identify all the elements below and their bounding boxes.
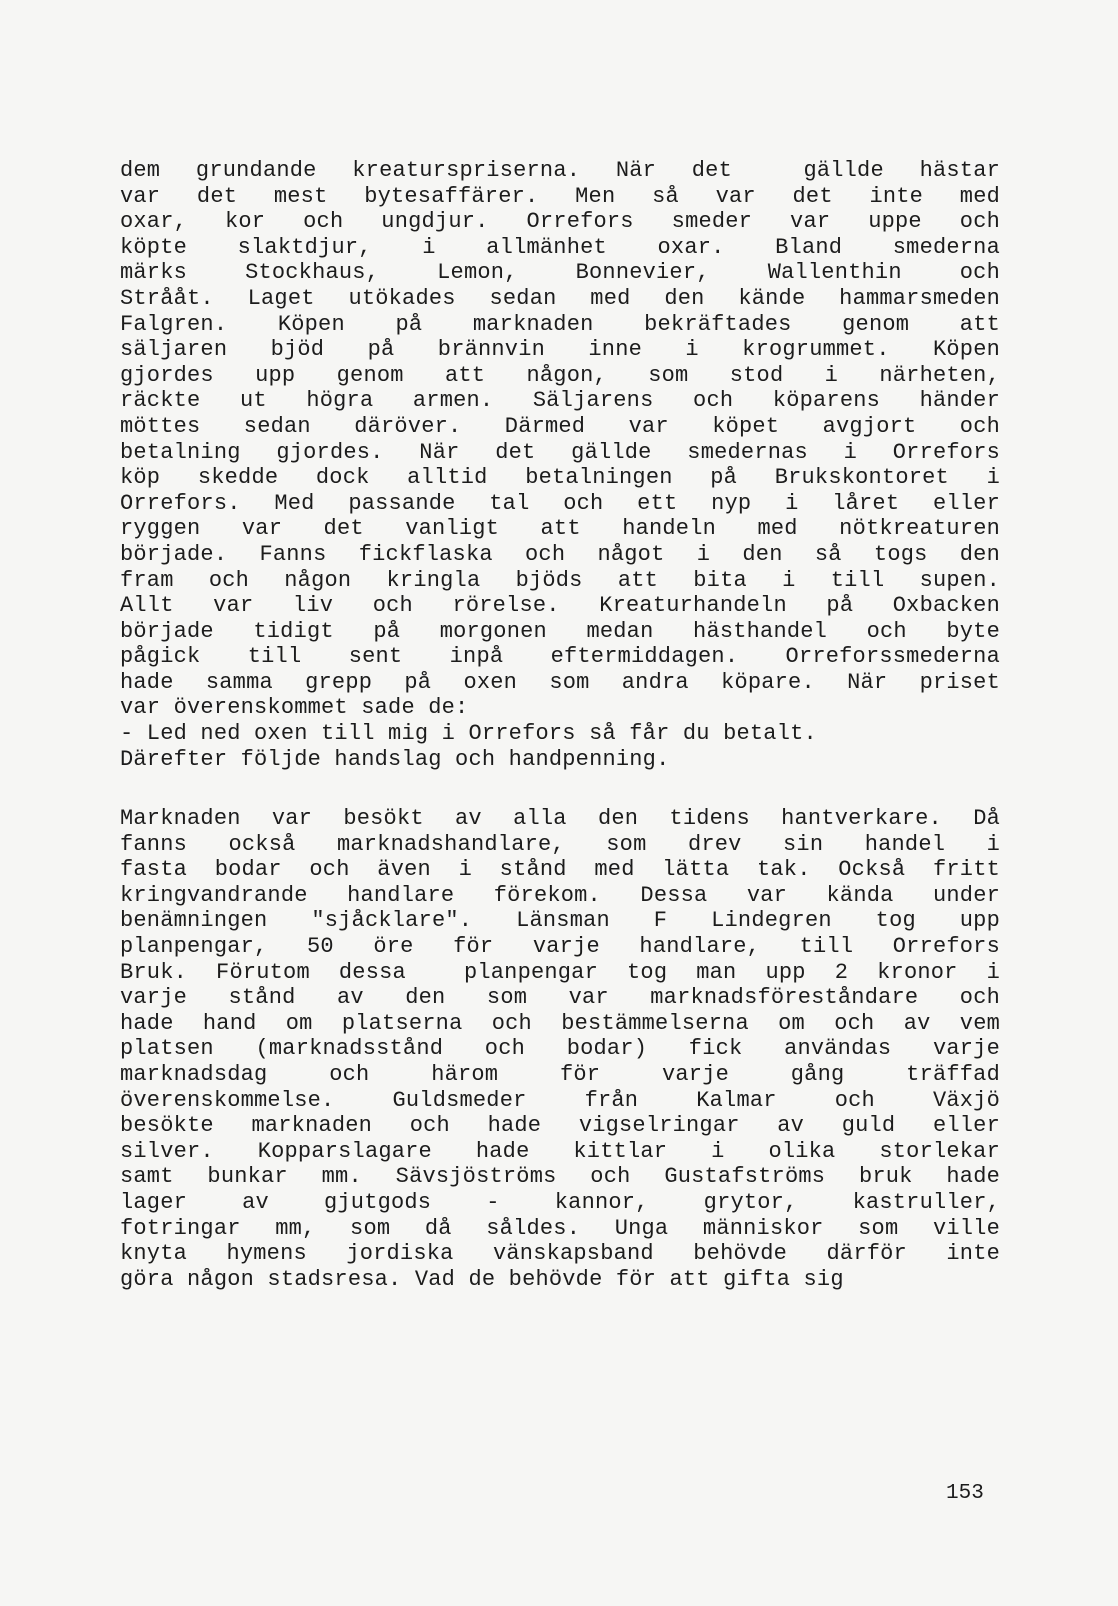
text-line: Strååt. Laget utökades sedan med den kände hammarsmeden	[120, 285, 1000, 311]
text-line: knyta hymens jordiska vänskapsband behövde därför inte	[120, 1241, 1000, 1267]
text-line: räckte ut högra armen. Säljarens och köparens händer	[120, 388, 1000, 414]
text-line: Därefter följde handslag och handpenning.	[120, 746, 670, 772]
text-line: fanns också marknadshandlare, som drev sin handel i	[120, 831, 1000, 857]
text-line: pågick till sent inpå eftermiddagen. Orreforssmederna	[120, 644, 1000, 670]
text-line: överenskommelse. Guldsmeder från Kalmar och Växjö	[120, 1087, 1000, 1113]
text-line: säljaren bjöd på brännvin inne i krogrummet. Köpen	[120, 337, 1000, 363]
text-line: Orrefors. Med passande tal och ett nyp i låret eller	[120, 490, 1000, 516]
text-line: benämningen "sjåcklare". Länsman F Lindegren tog upp	[120, 908, 1000, 934]
text-line: kringvandrande handlare förekom. Dessa var kända under	[120, 882, 1000, 908]
text-line: fram och någon kringla bjöds att bita i till supen.	[120, 567, 1000, 593]
text-line: Bruk. Förutom dessa planpengar tog man upp 2 kronor i	[120, 959, 1000, 985]
text-line: fasta bodar och även i stånd med lätta tak. Också fritt	[120, 857, 1000, 883]
text-line: - Led ned oxen till mig i Orrefors så får du betalt.	[120, 721, 817, 747]
text-line: hade hand om platserna och bestämmelserna om och av vem	[120, 1010, 1000, 1036]
text-line: började. Fanns fickflaska och något i den så togs den	[120, 541, 1000, 567]
text-line: platsen (marknadsstånd och bodar) fick användas varje	[120, 1036, 1000, 1062]
text-line: började tidigt på morgonen medan hästhandel och byte	[120, 618, 1000, 644]
text-line: Falgren. Köpen på marknaden bekräftades genom att	[120, 311, 1000, 337]
text-line: oxar, kor och ungdjur. Orrefors smeder var uppe och	[120, 209, 1000, 235]
text-line: möttes sedan däröver. Därmed var köpet avgjort och	[120, 413, 1000, 439]
paragraph-2	[120, 806, 1000, 1292]
text-line: ryggen var det vanligt att handeln med nötkreaturen	[120, 516, 1000, 542]
page-number: 153	[946, 1482, 984, 1505]
text-line: varje stånd av den som var marknadsföreståndare och	[120, 985, 1000, 1011]
text-line: fotringar mm, som då såldes. Unga människor som ville	[120, 1215, 1000, 1241]
text-line: var det mest bytesaffärer. Men så var det inte med	[120, 183, 1000, 209]
text-line: marknadsdag och härom för varje gång träffad	[120, 1061, 1000, 1087]
text-line: betalning gjordes. När det gällde smedernas i Orrefors	[120, 439, 1000, 465]
text-line: dem grundande kreaturspriserna. När det gällde hästar	[120, 158, 1000, 183]
paragraph-1	[120, 158, 1000, 772]
text-line: märks Stockhaus, Lemon, Bonnevier, Wallenthin och	[120, 260, 1000, 286]
text-line: göra någon stadsresa. Vad de behövde för att gifta sig	[120, 1266, 844, 1292]
text-line: köp skedde dock alltid betalningen på Brukskontoret i	[120, 465, 1000, 491]
text-line: planpengar, 50 öre för varje handlare, till Orrefors	[120, 933, 1000, 959]
text-line: hade samma grepp på oxen som andra köpare. När priset	[120, 669, 1000, 695]
text-line: besökte marknaden och hade vigselringar av guld eller	[120, 1113, 1000, 1139]
text-line: lager av gjutgods - kannor, grytor, kastruller,	[120, 1189, 1000, 1215]
text-line: var överenskommet sade de:	[120, 695, 469, 721]
text-line: silver. Kopparslagare hade kittlar i olika storlekar	[120, 1138, 1000, 1164]
text-line: samt bunkar mm. Sävsjöströms och Gustafströms bruk hade	[120, 1164, 1000, 1190]
text-line: Allt var liv och rörelse. Kreaturhandeln på Oxbacken	[120, 593, 1000, 619]
text-line: Marknaden var besökt av alla den tidens hantverkare. Då	[120, 806, 1000, 831]
text-line: gjordes upp genom att någon, som stod i närheten,	[120, 362, 1000, 388]
text-line: köpte slaktdjur, i allmänhet oxar. Bland smederna	[120, 234, 1000, 260]
